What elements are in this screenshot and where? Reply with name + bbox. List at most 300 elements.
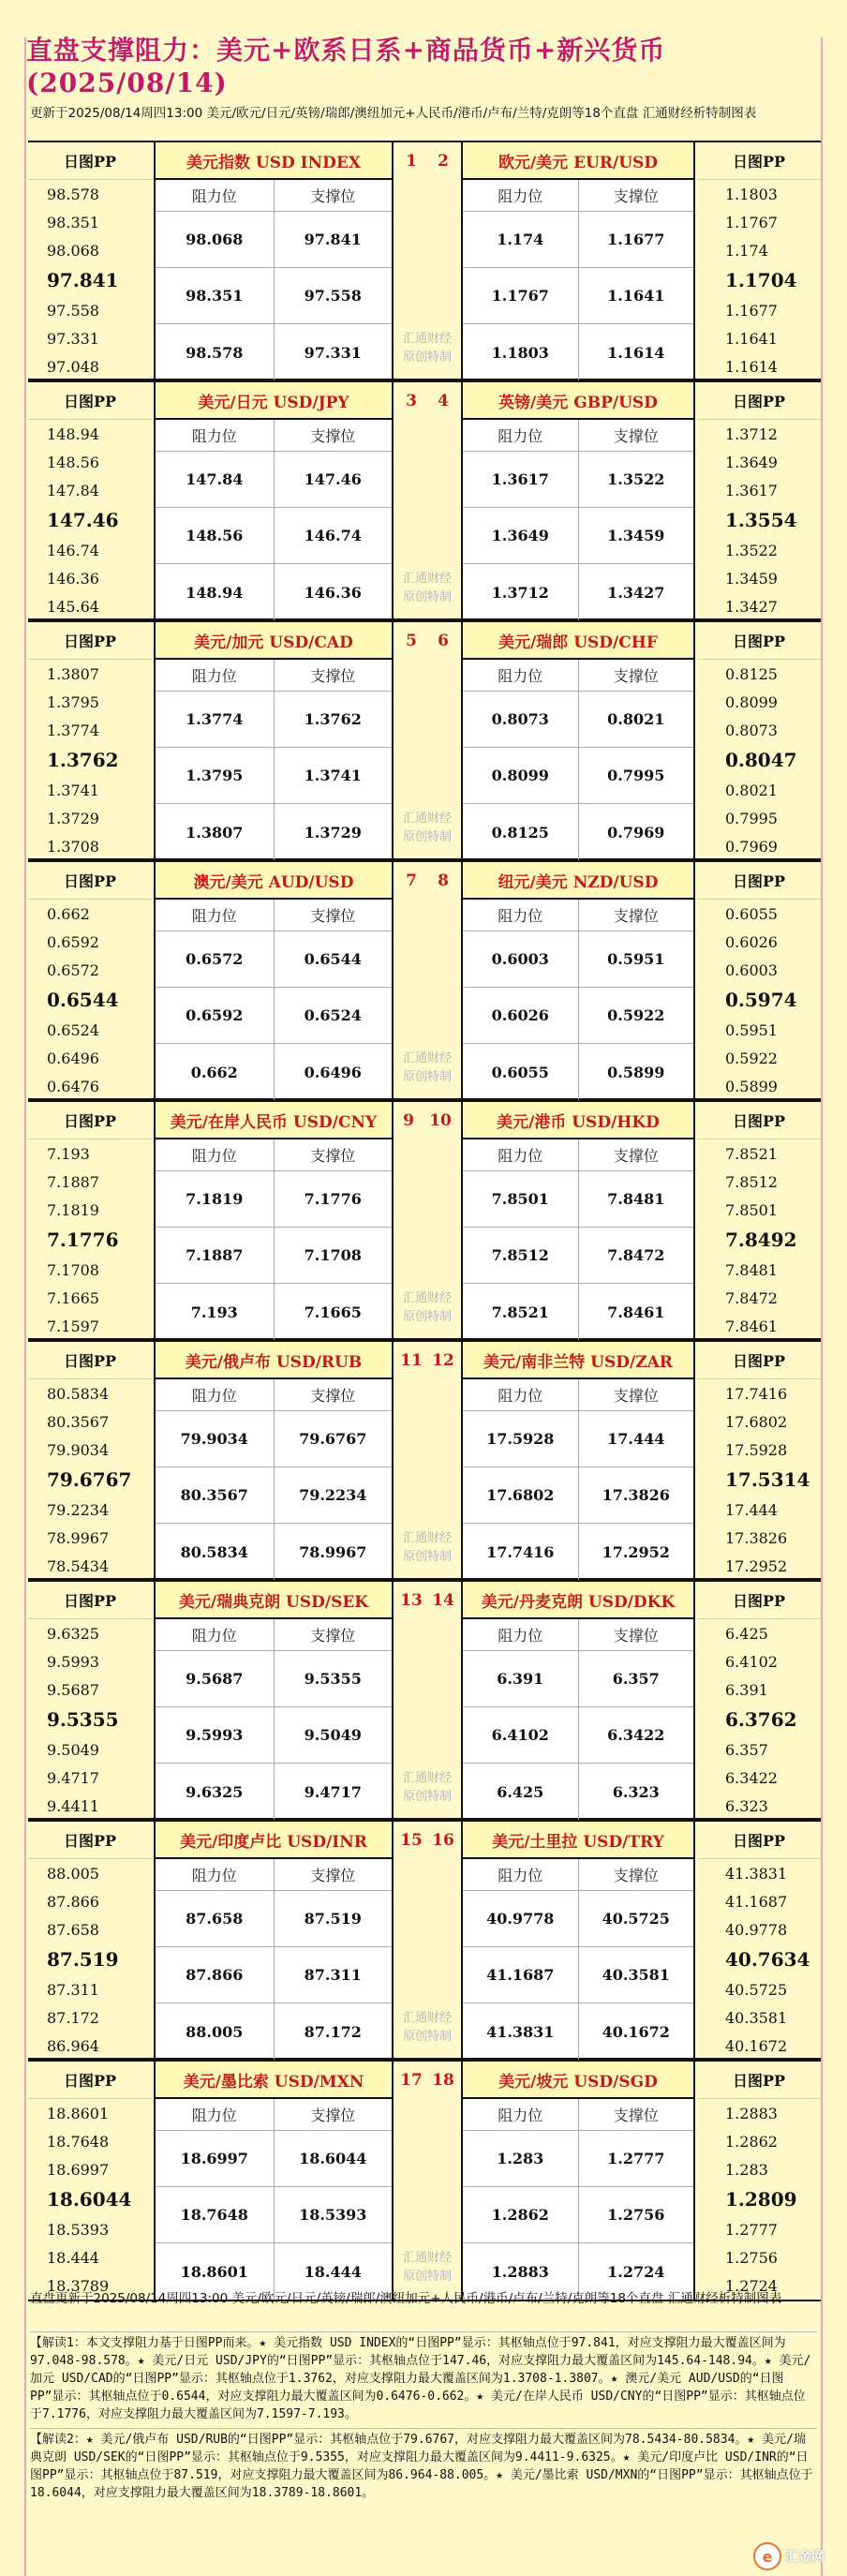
support-value: 1.3522 [607,470,665,488]
pair-number-left: 15 [400,1831,423,1850]
levels-table-left [154,2062,394,2300]
pp-level-value: 0.7969 [725,837,778,856]
column-headers [463,2099,693,2131]
page-frame [24,34,823,2576]
pivot-point-value: 1.3762 [47,749,119,771]
support-value: 78.9967 [299,1542,367,1561]
table-row [156,1171,392,1228]
column-headers [463,900,693,931]
support-header: 支撑位 [310,667,356,685]
table-row [463,1044,693,1100]
pp-level-value: 9.5993 [47,1652,99,1671]
table-row [463,1891,693,1947]
resistance-value: 0.6592 [156,988,275,1043]
support-value: 1.2724 [607,2262,665,2281]
pp-level-value: 7.1887 [47,1172,99,1191]
pair-name: 澳元/美元 AUD/USD [156,862,392,900]
support-value: 6.323 [612,1782,660,1801]
resistance-value: 1.1767 [463,268,579,323]
center-column [395,1102,459,1338]
support-value: 18.6044 [299,2150,367,2167]
table-row [156,1524,392,1580]
table-row [156,508,392,564]
pp-level-value: 6.4102 [725,1652,778,1671]
support-value: 7.1665 [304,1303,362,1321]
analysis-note-1: 【解读1：本文支撑阻力基于日图PP而来。★ 美元指数 USD INDEX的“日图PP”显示：其枢轴点位于97.841，对应支撑阻力最大覆盖区间为97.048-98.578。★ 美元/日元 USD/JPY的“日图PP”显示：其枢轴点位于147.46，对应支撑阻力最大覆盖区间为145.64-148.94。★ 美元/加元 USD/CAD的“日图PP”显示：其枢轴点位于1.3762，对应支撑阻力最大覆盖区间为1.3708-1.3807。★ 澳元/美元 AUD/USD的“日图PP”显示：其枢轴点位于0.6544，对应支撑阻力最大覆盖区间为0.6476-0.662。★ 美元/在岸人民币 USD/CNY的“日图PP”显示：其枢轴点位于7.1776，对应支撑阻力最大覆盖区间为7.1597-7.193。 [30,2331,817,2423]
support-value: 17.3826 [602,1486,670,1504]
resistance-value: 0.8073 [463,692,579,747]
pp-level-value: 7.8521 [725,1144,778,1163]
pp-level-value: 98.068 [47,241,99,260]
levels-table-right [461,142,695,379]
support-value: 40.5725 [602,1910,670,1928]
table-row [156,2003,392,2060]
levels-table-right [461,1822,695,2058]
support-header: 支撑位 [310,427,356,445]
daily-pp-column-left [28,1822,152,2058]
pp-level-value: 7.8512 [725,1172,778,1191]
resistance-value: 87.866 [156,1947,275,2003]
table-row [156,452,392,508]
column-headers [156,1379,392,1411]
pair-number-left: 3 [406,392,417,410]
levels-table-right [461,1102,695,1338]
pp-level-value: 18.6997 [47,2160,110,2179]
pp-level-value: 7.8472 [725,1288,778,1307]
resistance-value: 1.3774 [156,692,275,747]
center-column [395,2062,459,2300]
levels-table-left [154,1582,394,1818]
pair-number-right: 12 [432,1351,454,1370]
resistance-header: 阻力位 [463,180,579,211]
pair-name: 纽元/美元 NZD/USD [463,862,693,900]
resistance-header: 阻力位 [156,1859,275,1890]
support-value: 7.1708 [304,1246,362,1264]
resistance-value: 41.1687 [463,1947,579,2003]
pp-level-value: 1.1803 [725,185,778,203]
daily-pp-column-right [697,2062,821,2300]
pp-level-value: 18.5393 [47,2220,110,2239]
pair-number-right: 4 [438,392,449,410]
watermark: 汇通财经原创特制 [402,332,452,365]
table-row [156,212,392,268]
daily-pp-column-left [28,622,152,858]
pp-level-value: 0.6055 [725,904,778,923]
table-row [156,1284,392,1340]
table-row [156,748,392,804]
pair-numbers [395,1102,459,1139]
pp-level-value: 97.331 [47,329,99,348]
resistance-value: 0.6003 [463,931,579,987]
pair-name: 美元/瑞郎 USD/CHF [463,622,693,660]
resistance-value: 17.5928 [463,1411,579,1467]
center-column [395,862,459,1098]
pp-level-value: 1.3427 [725,597,778,616]
pair-numbers [395,862,459,900]
pair-name: 美元/俄卢布 USD/RUB [156,1342,392,1379]
support-value: 17.2952 [602,1542,670,1561]
daily-pp-header: 日图PP [28,2062,152,2099]
resistance-value: 0.6572 [156,931,275,987]
watermark: 汇通财经原创特制 [402,572,452,604]
column-headers [463,660,693,692]
pivot-point-value: 6.3762 [725,1708,797,1731]
center-column [395,1342,459,1578]
levels-table-right [461,382,695,618]
pair-number-left: 7 [406,871,417,890]
support-header: 支撑位 [310,1147,356,1165]
daily-pp-header: 日图PP [697,622,821,660]
pivot-point-value: 1.3554 [725,509,797,531]
pivot-point-value: 9.5355 [47,1708,119,1731]
pp-level-value: 1.1677 [725,301,778,320]
resistance-value: 40.9778 [463,1891,579,1946]
support-value: 1.3427 [607,583,665,602]
support-value: 97.841 [304,231,362,248]
support-value: 18.5393 [299,2206,367,2224]
table-row [156,2187,392,2243]
resistance-value: 7.1887 [156,1228,275,1283]
levels-table-right [461,622,695,858]
support-value: 1.1641 [607,287,665,305]
watermark: 汇通财经原创特制 [402,2011,452,2044]
support-value: 6.3422 [607,1726,665,1744]
resistance-value: 6.4102 [463,1707,579,1763]
daily-pp-header: 日图PP [697,1582,821,1619]
pp-level-value: 1.3741 [47,781,99,799]
pair-name: 美元/港币 USD/HKD [463,1102,693,1139]
pp-level-value: 17.2952 [725,1556,788,1575]
pp-level-value: 146.74 [47,541,99,559]
pair-number-left: 5 [406,632,417,650]
daily-pp-column-left [28,142,152,379]
pivot-point-value: 18.6044 [47,2188,132,2211]
resistance-value: 7.8501 [463,1171,579,1227]
resistance-value: 0.6055 [463,1044,579,1100]
resistance-value: 0.662 [156,1044,275,1100]
resistance-header: 阻力位 [156,2099,275,2130]
levels-table-left [154,622,394,858]
pp-level-value: 0.8099 [725,692,778,711]
pp-level-value: 1.3708 [47,837,99,856]
resistance-value: 18.8601 [156,2243,275,2300]
pp-level-value: 17.5928 [725,1440,788,1459]
pair-number-left: 1 [406,152,417,171]
resistance-value: 7.1819 [156,1171,275,1227]
pp-level-value: 6.3422 [725,1768,778,1787]
table-row [463,692,693,748]
pp-level-value: 98.351 [47,213,99,231]
table-row [156,1651,392,1707]
pp-level-value: 97.048 [47,357,99,376]
resistance-value: 1.1803 [463,324,579,380]
table-row [156,931,392,988]
pair-name: 美元/南非兰特 USD/ZAR [463,1342,693,1379]
pair-block [28,1580,821,1820]
daily-pp-column-right [697,1342,821,1578]
table-row [463,1764,693,1820]
pp-level-value: 6.391 [725,1680,768,1699]
daily-pp-column-left [28,862,152,1098]
resistance-value: 147.84 [156,452,275,507]
daily-pp-column-left [28,1342,152,1578]
table-row [156,324,392,380]
pp-level-value: 7.1597 [47,1317,99,1335]
pivot-point-value: 7.8492 [725,1228,797,1251]
resistance-value: 6.391 [463,1651,579,1706]
pp-level-value: 7.8461 [725,1317,778,1335]
daily-pp-header: 日图PP [28,1582,152,1619]
pp-level-value: 6.357 [725,1740,768,1759]
support-header: 支撑位 [310,1387,356,1405]
pp-level-value: 0.6496 [47,1049,99,1067]
pp-level-value: 7.1819 [47,1200,99,1219]
pp-level-value: 7.8501 [725,1200,778,1219]
support-value: 40.1672 [602,2022,670,2041]
table-row [156,1411,392,1467]
daily-pp-header: 日图PP [697,862,821,900]
pp-level-value: 88.005 [47,1864,99,1883]
resistance-value: 9.5993 [156,1707,275,1763]
support-header: 支撑位 [310,1627,356,1645]
pp-level-value: 1.3774 [47,721,99,739]
resistance-header: 阻力位 [156,1619,275,1650]
pp-level-value: 9.6325 [47,1624,99,1643]
pp-level-value: 7.193 [47,1144,90,1163]
pair-number-right: 14 [432,1591,454,1610]
logo-icon: e [753,2542,781,2570]
levels-table-right [461,1582,695,1818]
table-row [463,1171,693,1228]
pp-level-value: 0.8073 [725,721,778,739]
pivot-point-value: 1.1704 [725,269,797,291]
table-row [156,1228,392,1284]
pair-block [28,1100,821,1340]
resistance-header: 阻力位 [463,900,579,931]
analysis-note-2: 【解读2：★ 美元/俄卢布 USD/RUB的“日图PP”显示：其枢轴点位于79.6767，对应支撑阻力最大覆盖区间为78.5434-80.5834。★ 美元/瑞典克朗 USD/SEK的“日图PP”显示：其枢轴点位于9.5355，对应支撑阻力最大覆盖区间为9.4411-9.6325。★ 美元/印度卢比 USD/INR的“日图PP”显示：其枢轴点位于87.519，对应支撑阻力最大覆盖区间为86.964-88.005。★ 美元/墨比索 USD/MXN的“日图PP”显示：其枢轴点位于18.6044，对应支撑阻力最大覆盖区间为18.3789-18.8601。 [30,2428,817,2502]
daily-pp-column-right [697,1102,821,1338]
support-value: 1.3459 [607,527,665,544]
support-value: 7.8481 [607,1190,665,1208]
daily-pp-header: 日图PP [697,382,821,420]
table-row [463,1707,693,1764]
support-value: 1.3762 [304,710,362,728]
column-headers [156,1859,392,1891]
center-column [395,1582,459,1818]
pp-level-value: 0.6524 [47,1020,99,1039]
daily-pp-column-right [697,1822,821,2058]
daily-pp-header: 日图PP [28,622,152,660]
pp-level-value: 18.8601 [47,2104,110,2122]
table-row [156,1467,392,1524]
resistance-value: 98.351 [156,268,275,323]
resistance-value: 1.3617 [463,452,579,507]
support-value: 17.444 [607,1430,665,1448]
daily-pp-header: 日图PP [28,1822,152,1859]
resistance-value: 18.7648 [156,2187,275,2242]
pair-numbers [395,1822,459,1859]
pp-level-value: 9.4717 [47,1768,99,1787]
support-value: 79.6767 [299,1430,367,1448]
support-value: 1.1614 [607,343,665,362]
column-headers [463,420,693,452]
daily-pp-column-left [28,1582,152,1818]
pp-level-value: 0.5951 [725,1020,778,1039]
pair-number-right: 18 [432,2071,454,2090]
levels-table-left [154,862,394,1098]
resistance-header: 阻力位 [463,660,579,691]
table-row [463,508,693,564]
resistance-value: 7.8512 [463,1228,579,1283]
resistance-header: 阻力位 [463,1379,579,1410]
pp-level-value: 17.7416 [725,1384,788,1403]
daily-pp-header: 日图PP [28,382,152,420]
support-value: 87.311 [304,1966,362,1984]
resistance-header: 阻力位 [463,1859,579,1890]
support-header: 支撑位 [613,1867,659,1884]
support-value: 0.5951 [607,950,665,968]
table-row [463,1411,693,1467]
support-header: 支撑位 [613,427,659,445]
page-title: 直盘支撑阻力：美元+欧系日系+商品货币+新兴货币(2025/08/14) [26,34,666,98]
column-headers [156,660,392,692]
pivot-point-value: 79.6767 [47,1468,132,1491]
footer-update-info: 直盘更新于2025/08/14周四13:00 美元/欧元/日元/英镑/瑞郎/澳纽加元+人民币/港币/卢布/兰特/克朗等18个直盘 汇通财经析特制图表 [30,2291,782,2306]
column-headers [463,1619,693,1651]
pivot-point-value: 97.841 [47,269,119,291]
pair-name: 美元/加元 USD/CAD [156,622,392,660]
support-value: 87.519 [304,1910,362,1928]
support-value: 0.6496 [304,1063,362,1081]
site-logo[interactable] [753,2539,843,2573]
table-row [156,1764,392,1820]
pp-level-value: 145.64 [47,597,99,616]
pp-level-value: 87.311 [47,1980,99,1999]
center-column [395,142,459,379]
table-row [463,2187,693,2243]
support-value: 146.74 [304,527,362,544]
pp-level-value: 40.9778 [725,1920,788,1939]
pair-numbers [395,1342,459,1379]
resistance-value: 17.7416 [463,1524,579,1580]
support-header: 支撑位 [613,1627,659,1645]
pp-level-value: 1.2777 [725,2220,778,2239]
pair-block [28,620,821,860]
table-row [156,564,392,620]
pivot-point-value: 147.46 [47,509,119,531]
pair-number-right: 2 [438,152,449,171]
resistance-value: 1.2883 [463,2243,579,2300]
pp-level-value: 0.6476 [47,1077,99,1095]
pivot-table [28,141,821,2301]
table-row [463,988,693,1044]
column-headers [156,900,392,931]
pivot-point-value: 87.519 [47,1948,119,1971]
column-headers [156,420,392,452]
resistance-value: 80.3567 [156,1467,275,1523]
daily-pp-column-left [28,2062,152,2300]
pp-level-value: 41.1687 [725,1892,788,1911]
column-headers [156,2099,392,2131]
resistance-header: 阻力位 [156,1379,275,1410]
support-value: 0.7969 [607,823,665,841]
pp-level-value: 18.444 [47,2248,99,2267]
pp-level-value: 40.1672 [725,2036,788,2055]
pp-level-value: 7.8481 [725,1260,778,1279]
daily-pp-column-left [28,1102,152,1338]
pp-level-value: 86.964 [47,2036,99,2055]
pivot-point-value: 0.5974 [725,989,797,1011]
pair-name: 美元指数 USD INDEX [156,142,392,180]
support-value: 9.5355 [304,1670,362,1688]
pp-level-value: 1.283 [725,2160,768,2179]
support-value: 18.444 [304,2262,362,2281]
pp-level-value: 1.1767 [725,213,778,231]
pair-numbers [395,622,459,660]
resistance-value: 1.3807 [156,804,275,860]
support-value: 146.36 [304,583,362,602]
levels-table-left [154,382,394,618]
pair-name: 美元/印度卢比 USD/INR [156,1822,392,1859]
pair-number-left: 17 [400,2071,423,2090]
pp-level-value: 78.5434 [47,1556,110,1575]
table-row [463,931,693,988]
pair-block [28,1820,821,2060]
pp-level-value: 0.6003 [725,960,778,979]
pair-name: 美元/在岸人民币 USD/CNY [156,1102,392,1139]
pp-level-value: 17.444 [725,1500,778,1519]
pp-level-value: 1.3617 [725,481,778,499]
pp-level-value: 40.5725 [725,1980,788,1999]
resistance-value: 9.5687 [156,1651,275,1706]
support-value: 1.2777 [607,2150,665,2167]
levels-table-left [154,1822,394,2058]
pp-level-value: 0.8125 [725,664,778,683]
pair-name: 美元/坡元 USD/SGD [463,2062,693,2099]
resistance-header: 阻力位 [463,1139,579,1170]
daily-pp-header: 日图PP [697,2062,821,2099]
resistance-value: 1.3712 [463,564,579,620]
pair-number-right: 6 [438,632,449,650]
levels-table-left [154,1342,394,1578]
pp-level-value: 1.3712 [725,424,778,443]
pp-level-value: 0.5922 [725,1049,778,1067]
table-row [156,2131,392,2187]
pp-level-value: 1.3795 [47,692,99,711]
support-value: 0.7995 [607,767,665,784]
center-column [395,382,459,618]
table-row [463,212,693,268]
pair-number-right: 10 [429,1111,452,1130]
pp-level-value: 97.558 [47,301,99,320]
support-header: 支撑位 [613,2107,659,2124]
resistance-header: 阻力位 [156,180,275,211]
pp-level-value: 1.3649 [725,453,778,471]
support-value: 1.1677 [607,231,665,248]
pp-level-value: 98.578 [47,185,99,203]
column-headers [156,1619,392,1651]
pp-level-value: 87.866 [47,1892,99,1911]
table-row [463,452,693,508]
table-row [463,1651,693,1707]
table-row [156,804,392,860]
resistance-value: 0.8125 [463,804,579,860]
resistance-value: 80.5834 [156,1524,275,1580]
resistance-value: 18.6997 [156,2131,275,2186]
support-header: 支撑位 [310,907,356,925]
daily-pp-column-right [697,1582,821,1818]
pp-level-value: 6.323 [725,1796,768,1815]
